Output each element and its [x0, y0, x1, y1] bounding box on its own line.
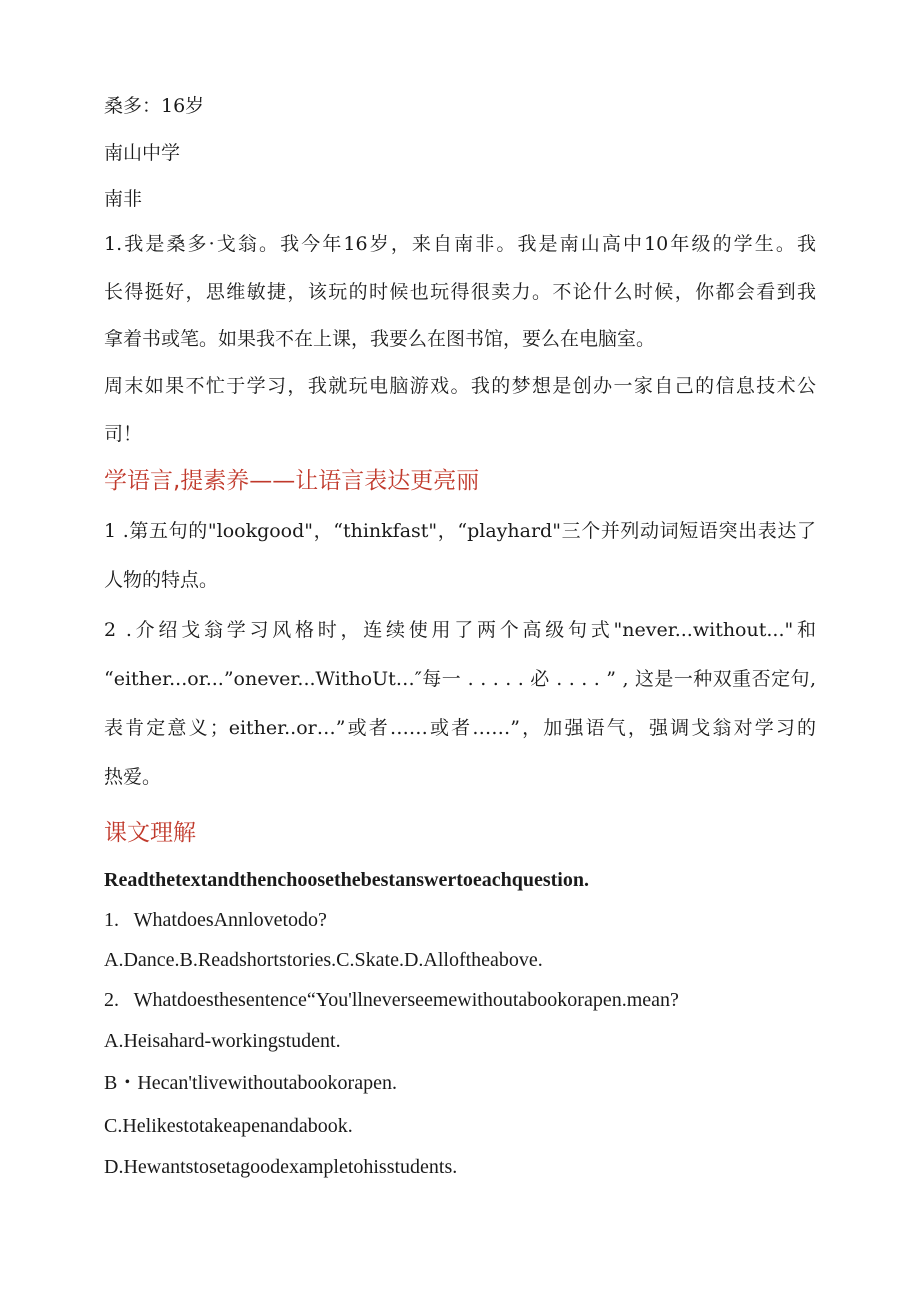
language-item1-line2: 人物的特点。: [104, 569, 219, 591]
question-2: 2. Whatdoesthesentence“You'llneverseemewithoutabookorapen.mean?: [104, 989, 679, 1011]
question-1-options: A.Dance.B.Readshortstories.C.Skate.D.Alloftheabove.: [104, 949, 543, 971]
language-item1-line1: 1 .第五句的"lookgood"，“thinkfast"，“playhard"三个并列动词短语突出表达了: [104, 520, 816, 542]
comprehension-heading: 课文理解: [104, 820, 196, 846]
language-item2-line2: “either...or...”onever...WithoUt…″每一 . . . . . 必 . . . . ” , 这是一种双重否定句,: [104, 668, 816, 690]
language-item2-line4: 热爱。: [104, 766, 162, 788]
comprehension-instruction: Readthetextandthenchoosethebestanswertoeachquestion.: [104, 869, 589, 891]
profile-name-age: 桑多：16岁: [104, 95, 205, 117]
passage-p1-line1: 1.我是桑多·戈翁。我今年16岁，来自南非。我是南山高中10年级的学生。我: [104, 233, 816, 255]
language-item2-line3: 表肯定意义；either..or…”或者……或者……”，加强语气，强调戈翁对学习的: [104, 717, 816, 739]
language-section-heading: 学语言,提素养——让语言表达更亮丽: [104, 468, 480, 494]
question-2-option-c: C.Helikestotakeapenandabook.: [104, 1115, 353, 1137]
profile-country: 南非: [104, 188, 143, 210]
language-item2-line1: 2 .介绍戈翁学习风格时，连续使用了两个高级句式"never...without..."和: [104, 619, 816, 641]
profile-school: 南山中学: [104, 142, 181, 164]
question-2-option-a: A.Heisahard-workingstudent.: [104, 1030, 341, 1052]
question-2-option-b: B・Hecan'tlivewithoutabookorapen.: [104, 1072, 397, 1094]
passage-p2-line2: 司！: [104, 423, 143, 445]
question-1: 1. WhatdoesAnnlovetodo?: [104, 909, 327, 931]
passage-p1-line2: 长得挺好，思维敏捷，该玩的时候也玩得很卖力。不论什么时候，你都会看到我: [104, 281, 816, 303]
passage-p1-line3: 拿着书或笔。如果我不在上课，我要么在图书馆，要么在电脑室。: [104, 328, 656, 350]
passage-p2-line1: 周末如果不忙于学习，我就玩电脑游戏。我的梦想是创办一家自己的信息技术公: [104, 375, 816, 397]
question-2-option-d: D.Hewantstosetagoodexampletohisstudents.: [104, 1156, 458, 1178]
